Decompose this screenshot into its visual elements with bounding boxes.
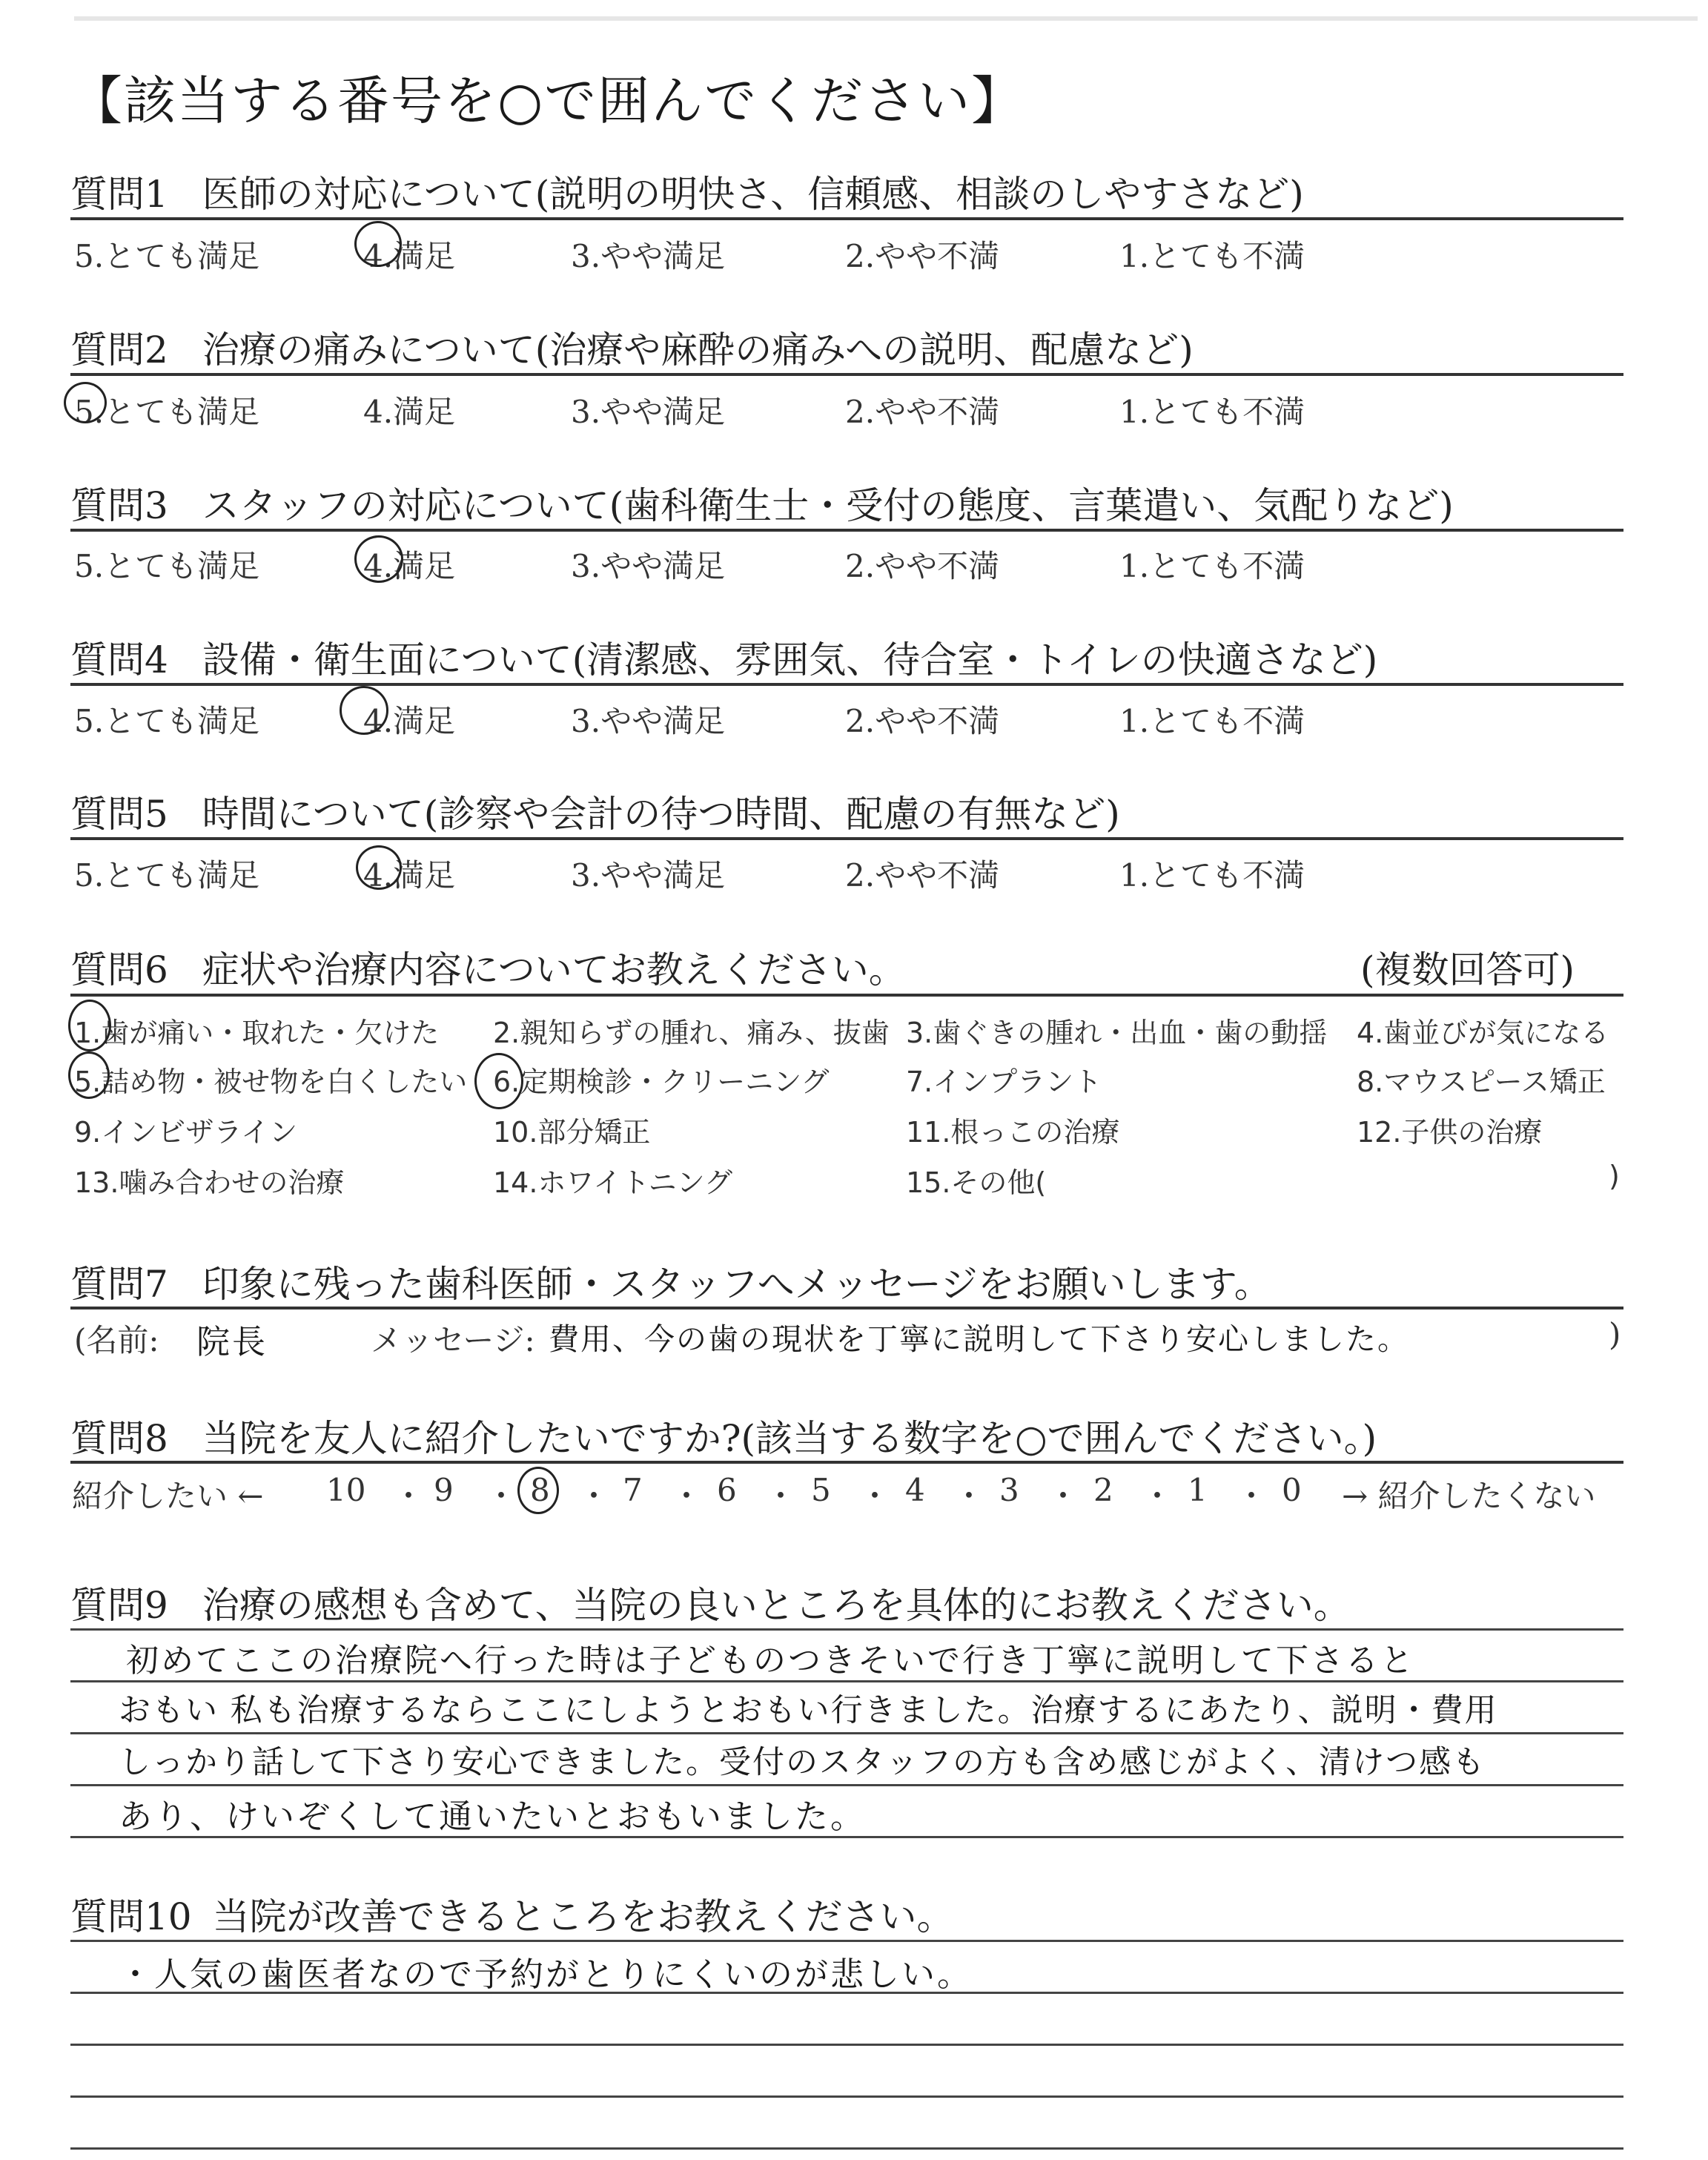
q2-option-3[interactable]: 3.やや満足	[571, 394, 726, 430]
q8-scale-5[interactable]: 5	[811, 1472, 831, 1508]
q7-name-value[interactable]: 院長	[196, 1322, 268, 1361]
q8-scale-1[interactable]: 1	[1188, 1472, 1208, 1508]
question-10	[70, 1887, 954, 1941]
q4-option-1[interactable]: 1.とても不満	[1119, 703, 1305, 739]
question-10-text: 当院が改善できるところをお教えください。	[212, 1895, 954, 1938]
q6-option-9[interactable]: 9.インビザライン	[74, 1116, 298, 1149]
q3-option-1[interactable]: 1.とても不満	[1119, 548, 1305, 584]
question-9-text: 治療の感想も含めて、当院の良いところを具体的にお教えください。	[202, 1584, 1351, 1627]
q6-option-15[interactable]: 15.その他(	[906, 1166, 1047, 1199]
q10-rule-3	[70, 2044, 1623, 2046]
q8-scale-dot: ・	[765, 1478, 797, 1514]
q8-scale-3[interactable]: 3	[999, 1472, 1019, 1508]
q2-option-2[interactable]: 2.やや不満	[845, 394, 1000, 430]
question-10-label: 質問10	[70, 1895, 192, 1938]
question-1-label: 質問1	[70, 173, 168, 216]
q4-option-4[interactable]: 4.満足	[363, 703, 456, 739]
q8-left-label: 紹介したい ←	[72, 1478, 264, 1514]
q2-option-5[interactable]: 5.とても満足	[74, 394, 260, 430]
question-4-rule	[70, 683, 1623, 686]
q1-selected-circle	[354, 221, 402, 267]
q8-scale-10[interactable]: 10	[326, 1472, 366, 1508]
question-5-rule	[70, 837, 1623, 840]
q9-rule-4	[70, 1784, 1623, 1786]
question-8-text: 当院を友人に紹介したいですか?(該当する数字を○で囲んでください。)	[202, 1417, 1377, 1460]
q8-scale-9[interactable]: 9	[434, 1472, 454, 1508]
q4-option-5[interactable]: 5.とても満足	[74, 703, 260, 739]
q8-scale-8[interactable]: 8	[530, 1472, 550, 1508]
q8-scale-dot: ・	[671, 1478, 703, 1514]
q6-selected-1-circle	[68, 1000, 111, 1051]
q6-option-5[interactable]: 5.詰め物・被せ物を白くしたい	[74, 1066, 468, 1098]
q6-option-1[interactable]: 1.歯が痛い・取れた・欠けた	[74, 1017, 440, 1049]
question-5	[70, 785, 1120, 838]
question-4-label: 質問4	[70, 638, 168, 681]
question-1-rule	[70, 217, 1623, 220]
question-2-text: 治療の痛みについて(治療や麻酔の痛みへの説明、配慮など)	[202, 328, 1194, 371]
question-2	[70, 320, 1194, 374]
question-4-text: 設備・衛生面について(清潔感、雰囲気、待合室・トイレの快適さなど)	[202, 638, 1378, 681]
q8-scale-dot: ・	[953, 1478, 985, 1514]
q1-option-3[interactable]: 3.やや満足	[571, 238, 726, 274]
q8-scale-dot: ・	[486, 1478, 517, 1514]
q8-scale-4[interactable]: 4	[905, 1472, 925, 1508]
q5-option-5[interactable]: 5.とても満足	[74, 857, 260, 894]
q6-option-14[interactable]: 14.ホワイトニング	[493, 1166, 733, 1199]
q2-option-1[interactable]: 1.とても不満	[1119, 394, 1305, 430]
q9-answer-line-3[interactable]: しっかり話して下さり安心できました。受付のスタッフの方も含め感じがよく、清けつ感も	[119, 1744, 1486, 1781]
question-1-text: 医師の対応について(説明の明快さ、信頼感、相談のしやすさなど)	[202, 173, 1304, 216]
question-7-rule	[70, 1307, 1623, 1309]
q1-option-5[interactable]: 5.とても満足	[74, 238, 260, 274]
question-8-label: 質問8	[70, 1417, 168, 1460]
q2-option-4[interactable]: 4.満足	[363, 394, 456, 430]
q5-option-1[interactable]: 1.とても不満	[1119, 857, 1305, 894]
q9-answer-line-1[interactable]: 初めてここの治療院へ行った時は子どものつきそいで行き丁寧に説明して下さると	[126, 1642, 1415, 1680]
q4-option-2[interactable]: 2.やや不満	[845, 703, 1000, 739]
page-title: 【該当する番号を○で囲んでください】	[70, 70, 1025, 131]
q1-option-1[interactable]: 1.とても不満	[1119, 238, 1305, 274]
q9-rule-3	[70, 1732, 1623, 1734]
q8-selected-circle	[517, 1467, 559, 1514]
q8-scale-0[interactable]: 0	[1282, 1472, 1302, 1508]
question-4	[70, 630, 1377, 684]
question-1	[70, 165, 1304, 218]
q8-scale-dot: ・	[393, 1478, 425, 1514]
question-8	[70, 1409, 1377, 1462]
question-2-label: 質問2	[70, 328, 168, 371]
question-3-text: スタッフの対応について(歯科衛生士・受付の態度、言葉遣い、気配りなど)	[202, 484, 1454, 527]
question-9-label: 質問9	[70, 1584, 168, 1627]
q7-message-label: メッセージ:	[371, 1322, 535, 1358]
q5-option-3[interactable]: 3.やや満足	[571, 857, 726, 894]
question-6-note: (複数回答可)	[1360, 948, 1575, 991]
q9-answer-line-2[interactable]: おもい 私も治療するならここにしようとおもい行きました。治療するにあたり、説明・費用	[119, 1692, 1498, 1729]
q1-option-4[interactable]: 4.満足	[363, 238, 456, 274]
q6-option-13[interactable]: 13.噛み合わせの治療	[74, 1166, 345, 1199]
q5-option-4[interactable]: 4.満足	[363, 857, 456, 894]
q9-rule-1	[70, 1628, 1623, 1631]
q8-scale	[319, 1472, 1320, 1513]
question-3-label: 質問3	[70, 484, 168, 527]
q8-scale-dot: ・	[578, 1478, 610, 1514]
q9-answer-line-4[interactable]: あり、けいぞくして通いたいとおもいました。	[119, 1797, 867, 1836]
q8-scale-dot: ・	[1047, 1478, 1079, 1514]
question-9	[70, 1576, 1351, 1629]
q6-option-15-close: )	[1609, 1160, 1620, 1192]
q6-option-11[interactable]: 11.根っこの治療	[906, 1116, 1120, 1149]
question-6	[70, 940, 906, 994]
q4-option-3[interactable]: 3.やや満足	[571, 703, 726, 739]
q8-scale-7[interactable]: 7	[623, 1472, 643, 1508]
q6-option-6[interactable]: 6.定期検診・クリーニング	[493, 1066, 830, 1098]
question-3-rule	[70, 529, 1623, 532]
q6-option-7[interactable]: 7.インプラント	[906, 1066, 1102, 1098]
question-7	[70, 1255, 1271, 1308]
q8-right-label: → 紹介したくない	[1342, 1478, 1596, 1514]
q7-message-value[interactable]: 費用、今の歯の現状を丁寧に説明して下さり安心しました。	[549, 1321, 1409, 1357]
q5-selected-circle	[356, 845, 402, 890]
q3-option-4[interactable]: 4.満足	[363, 548, 456, 584]
q1-option-2[interactable]: 2.やや不満	[845, 238, 1000, 274]
question-6-rule	[70, 994, 1623, 997]
q2-selected-circle	[64, 382, 107, 423]
q8-scale-6[interactable]: 6	[717, 1472, 737, 1508]
q3-option-2[interactable]: 2.やや不満	[845, 548, 1000, 584]
q7-name-label: (名前:	[74, 1322, 159, 1358]
q6-option-10[interactable]: 10.部分矯正	[493, 1116, 651, 1149]
q6-selected-5-circle	[68, 1051, 110, 1099]
question-6-text: 症状や治療内容についてお教えください。	[202, 948, 906, 991]
question-5-text: 時間について(診察や会計の待つ時間、配慮の有無など)	[202, 793, 1120, 836]
q6-option-3[interactable]: 3.歯ぐきの腫れ・出血・歯の動揺	[906, 1017, 1328, 1049]
question-7-text: 印象に残った歯科医師・スタッフへメッセージをお願いします。	[202, 1263, 1271, 1306]
q6-option-4[interactable]: 4.歯並びが気になる	[1357, 1017, 1609, 1049]
question-6-label: 質問6	[70, 948, 168, 991]
q8-scale-dot: ・	[859, 1478, 891, 1514]
q4-selected-circle	[340, 686, 388, 735]
q10-rule-5	[70, 2147, 1623, 2150]
question-2-rule	[70, 373, 1623, 376]
q3-option-5[interactable]: 5.とても満足	[74, 548, 260, 584]
q10-answer-line-1[interactable]: ・人気の歯医者なので予約がとりにくいのが悲しい。	[119, 1955, 973, 1994]
q10-rule-1	[70, 1940, 1623, 1942]
question-8-rule	[70, 1461, 1623, 1464]
q7-close-paren: )	[1609, 1316, 1621, 1353]
question-7-label: 質問7	[70, 1263, 168, 1306]
q5-option-2[interactable]: 2.やや不満	[845, 857, 1000, 894]
q6-selected-6-circle	[474, 1053, 523, 1109]
question-3	[70, 476, 1454, 529]
question-5-label: 質問5	[70, 793, 168, 836]
q6-option-2[interactable]: 2.親知らずの腫れ、痛み、抜歯	[493, 1017, 890, 1049]
q6-option-12[interactable]: 12.子供の治療	[1357, 1116, 1543, 1149]
q3-option-3[interactable]: 3.やや満足	[571, 548, 726, 584]
q10-rule-4	[70, 2095, 1623, 2098]
top-border	[74, 16, 1698, 21]
q8-scale-dot: ・	[1236, 1478, 1268, 1514]
q8-scale-dot: ・	[1142, 1478, 1174, 1514]
q8-scale-2[interactable]: 2	[1093, 1472, 1113, 1508]
q3-selected-circle	[354, 535, 403, 583]
q6-option-8[interactable]: 8.マウスピース矯正	[1357, 1066, 1606, 1098]
